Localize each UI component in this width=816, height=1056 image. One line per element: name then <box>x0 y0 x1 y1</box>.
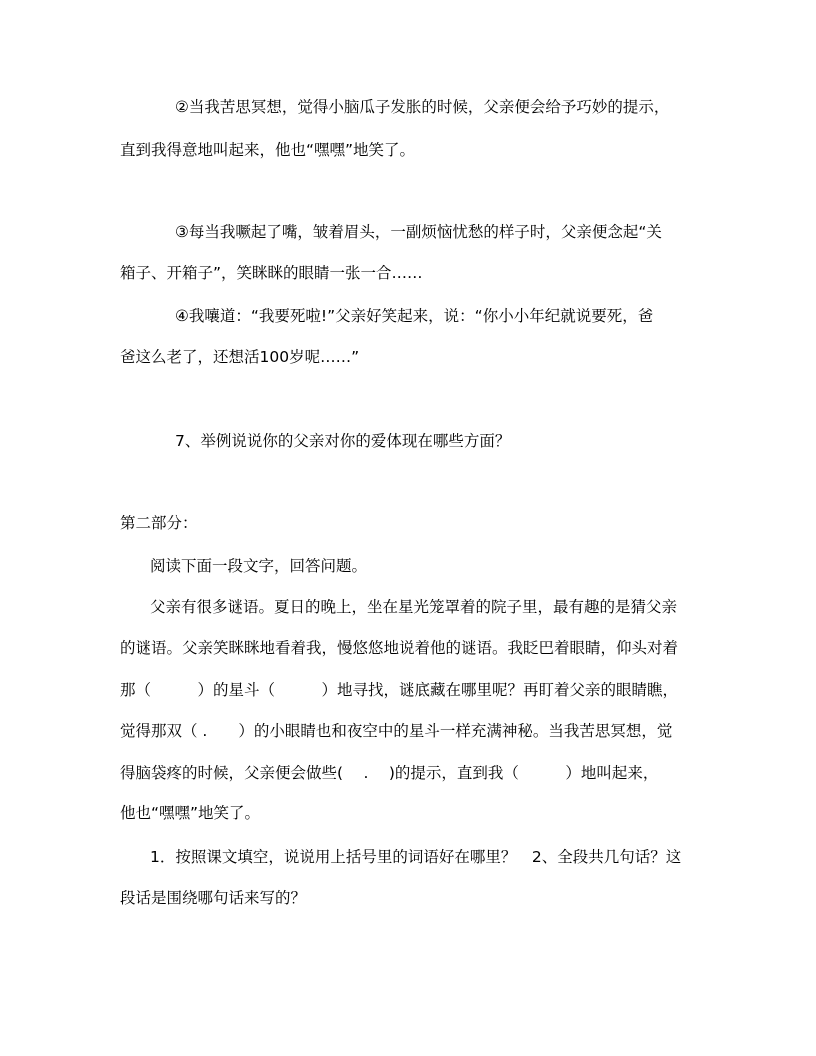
questions-line-1: 1．按照课文填空，说说用上括号里的词语好在哪里？ 2、全段共几句话？这 <box>150 848 682 866</box>
part-2-title: 第二部分： <box>120 514 198 532</box>
passage-line-2: 的谜语。父亲笑眯眯地看着我，慢悠悠地说着他的谜语。我眨巴着眼睛，仰头对着 <box>120 639 679 657</box>
passage-line-6: 他也“嘿嘿”地笑了。 <box>120 804 261 822</box>
part-2-instruction: 阅读下面一段文字，回答问题。 <box>150 557 368 575</box>
paragraph-3-line-1: ③每当我噘起了嘴，皱着眉头，一副烦恼忧愁的样子时，父亲便念起“关 <box>175 223 662 241</box>
passage-line-1: 父亲有很多谜语。夏日的晚上，坐在星光笼罩着的院子里，最有趣的是猜父亲 <box>150 598 678 616</box>
passage-line-3: 那（ ）的星斗（ ）地寻找，谜底藏在哪里呢？再盯着父亲的眼睛瞧， <box>120 681 679 699</box>
questions-line-2: 段话是围绕哪句话来写的？ <box>120 889 307 907</box>
paragraph-4-line-1: ④我嚷道：“我要死啦!”父亲好笑起来，说：“你小小年纪就说要死，爸 <box>175 307 654 325</box>
paragraph-2-line-2: 直到我得意地叫起来，他也“嘿嘿”地笑了。 <box>120 141 416 159</box>
paragraph-4-line-2: 爸这么老了，还想活100岁呢……” <box>120 348 360 366</box>
passage-line-4: 觉得那双（ . ）的小眼睛也和夜空中的星斗一样充满神秘。当我苦思冥想，觉 <box>120 722 673 740</box>
question-7: 7、举例说说你的父亲对你的爱体现在哪些方面？ <box>175 432 511 450</box>
paragraph-3-line-2: 箱子、开箱子”，笑眯眯的眼睛一张一合…… <box>120 264 423 282</box>
paragraph-2-line-1: ②当我苦思冥想，觉得小脑瓜子发胀的时候，父亲便会给予巧妙的提示， <box>175 98 670 116</box>
passage-line-5: 得脑袋疼的时候，父亲便会做些( . )的提示，直到我（ ）地叫起来， <box>120 764 659 782</box>
